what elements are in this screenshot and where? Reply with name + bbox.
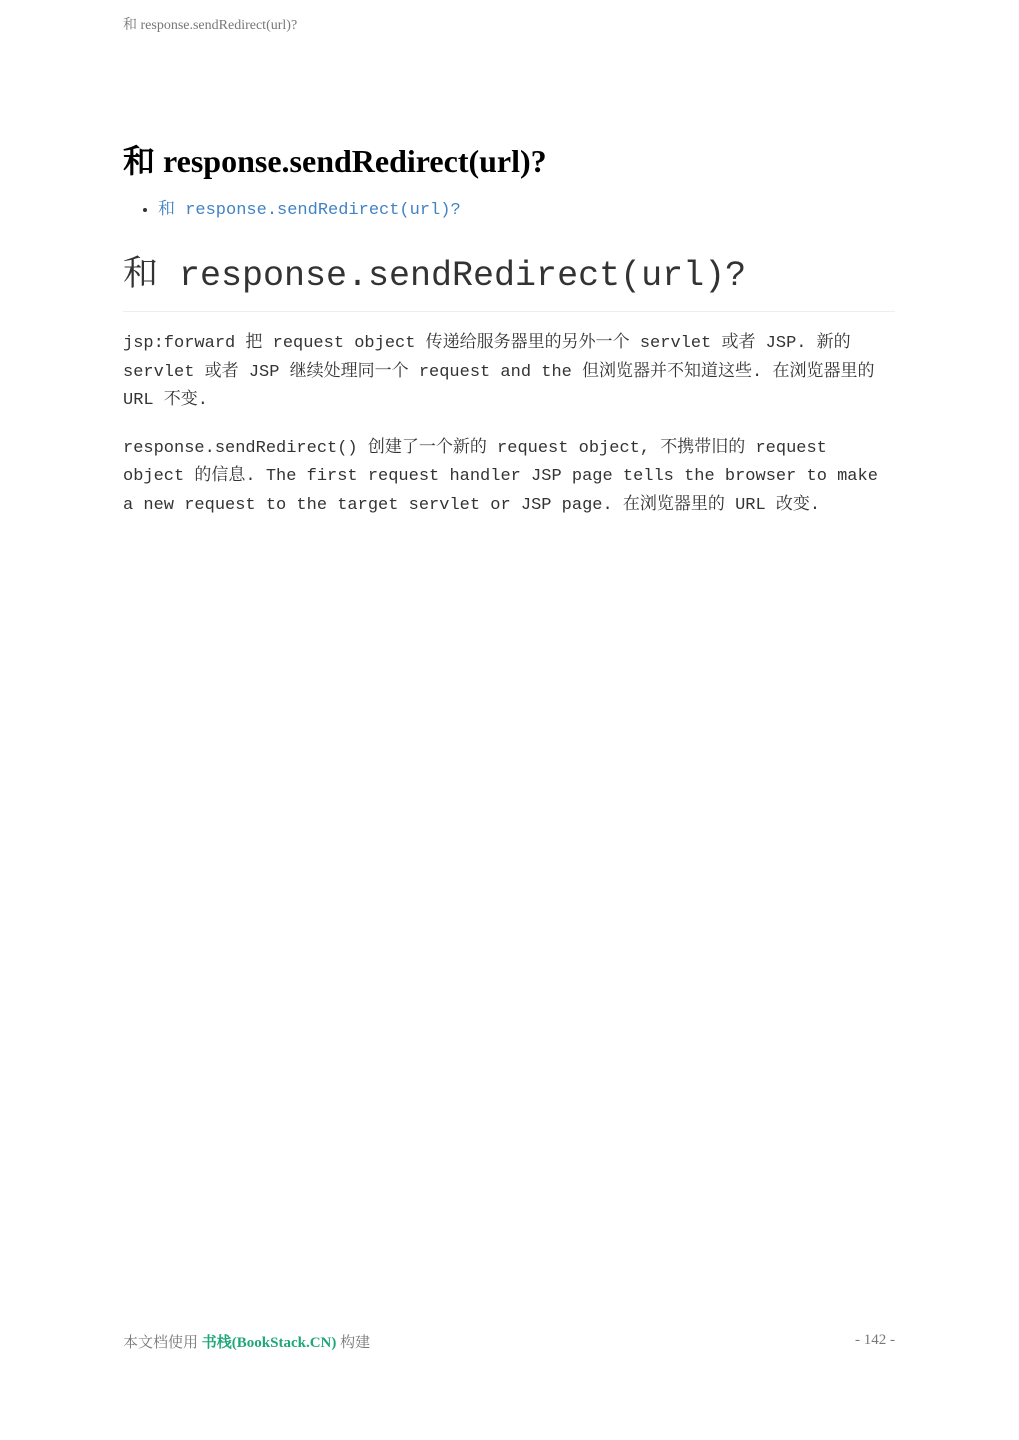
bookstack-link[interactable]: 书栈(BookStack.CN) (201, 1335, 337, 1351)
footer-prefix: 本文档使用 (123, 1335, 199, 1351)
page-title: 和 response.sendRedirect(url)? (123, 143, 547, 179)
table-of-contents (123, 198, 895, 224)
toc-item (158, 198, 895, 224)
paragraph-redirect: response.sendRedirect() 创建了一个新的 request object, 不携带旧的 request object 的信息. The first request handler JSP page tells the browser to make a new request to the target servlet or JSP page. 在浏览器里的 URL 改变. (123, 438, 878, 515)
document-content (123, 138, 895, 520)
paragraph-forward: jsp:forward 把 request object 传递给服务器里的另外一个 servlet 或者 JSP. 新的 servlet 或者 JSP 继续处理同一个 request and the 但浏览器并不知道这些. 在浏览器里的 URL 不变. (123, 334, 875, 410)
section-heading: 和 response.sendRedirect(url)? (123, 254, 895, 312)
running-header: 和 response.sendRedirect(url)? (123, 18, 298, 33)
toc-link[interactable]: 和 response.sendRedirect(url)? (158, 201, 461, 220)
footer-credit (123, 1331, 370, 1352)
footer-suffix: 构建 (340, 1335, 371, 1351)
page-number: - 142 - (855, 1332, 895, 1348)
